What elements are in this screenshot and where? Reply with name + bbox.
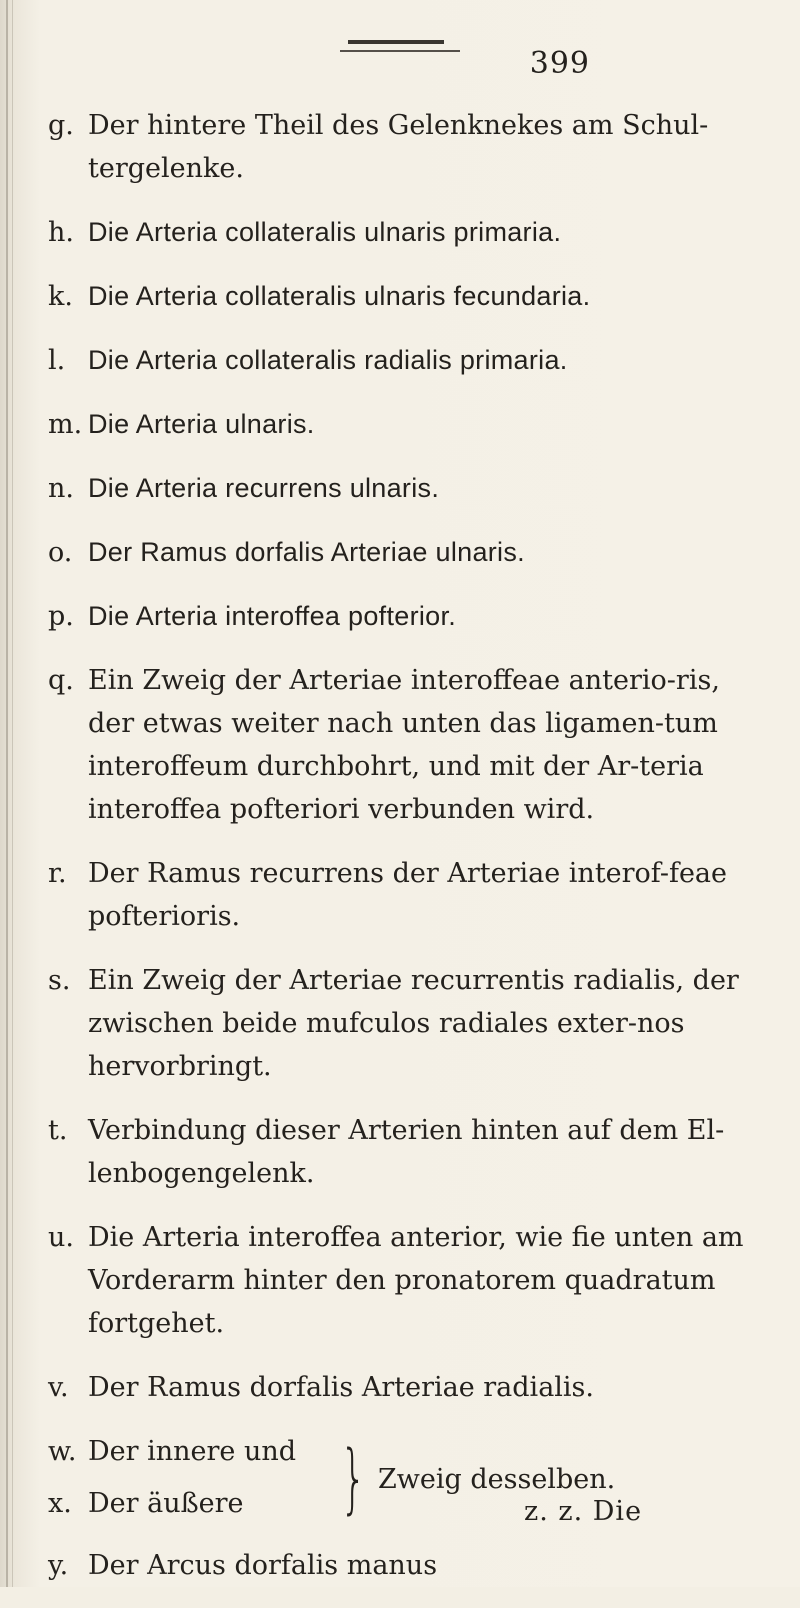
entry-letter: h.	[48, 217, 74, 248]
entry-letter: x.	[48, 1488, 72, 1519]
header-rule	[348, 40, 444, 44]
entry-text: Der äußere	[88, 1488, 244, 1519]
legend-entry-m	[48, 403, 748, 446]
entry-letter: g.	[48, 110, 74, 141]
catchword: z. z. Die	[524, 1496, 643, 1527]
entry-text: Der hintere Theil des Gelenknekes am Schul-tergelenke.	[88, 110, 709, 184]
entry-text: Die Arteria collateralis ulnaris primaria.	[88, 217, 562, 247]
page-number: 399	[529, 46, 590, 81]
legend-entry-q	[48, 659, 748, 831]
entry-text: Die Arteria interoffea anterior, wie fie unten am Vorderarm hinter den pronatorem quadratum fortgehet.	[88, 1222, 744, 1339]
binding-gutter	[6, 0, 8, 1587]
binding-gutter-inner	[12, 0, 13, 1587]
entry-text: Verbindung dieser Arterien hinten auf dem El-lenbogengelenk.	[88, 1115, 725, 1189]
curly-brace: }	[340, 1433, 367, 1522]
entry-text: Der Ramus recurrens der Arteriae interof-feae pofterioris.	[88, 858, 728, 932]
legend-list	[48, 104, 748, 1608]
entry-text: Die Arteria recurrens ulnaris.	[88, 473, 440, 503]
entry-letter: m.	[48, 409, 83, 440]
entry-text: Die Arteria ulnaris.	[88, 409, 315, 439]
legend-entry-l	[48, 339, 748, 382]
header-rule-thin	[340, 50, 460, 52]
legend-entry-v	[48, 1366, 748, 1409]
entry-text: Der Arcus dorfalis manus	[88, 1550, 438, 1581]
legend-entry-u	[48, 1216, 748, 1345]
entry-letter: o.	[48, 537, 73, 568]
entry-text: Der Ramus dorfalis Arteriae ulnaris.	[88, 537, 525, 567]
entry-letter: v.	[48, 1372, 69, 1403]
entry-text: Die Arteria collateralis ulnaris fecundaria.	[88, 281, 591, 311]
entry-letter: y.	[48, 1550, 69, 1581]
entry-letter: k.	[48, 281, 73, 312]
legend-entry-r	[48, 852, 748, 938]
entry-letter: p.	[48, 601, 74, 632]
entry-text: Der innere und	[88, 1436, 297, 1467]
legend-entry-g	[48, 104, 748, 190]
legend-entry-k	[48, 275, 748, 318]
legend-entry-t	[48, 1109, 748, 1195]
entry-letter: u.	[48, 1222, 74, 1253]
legend-entry-x	[48, 1482, 328, 1525]
entry-letter: n.	[48, 473, 74, 504]
legend-entry-h	[48, 211, 748, 254]
entry-text: Der Ramus dorfalis Arteriae radialis.	[88, 1372, 594, 1403]
entry-letter: q.	[48, 665, 74, 696]
entry-text: Ein Zweig der Arteriae recurrentis radialis, der zwischen beide mufculos radiales exter-nos hervorbringt.	[88, 965, 739, 1082]
entry-letter: w.	[48, 1436, 77, 1467]
legend-entry-p	[48, 595, 748, 638]
entry-letter: t.	[48, 1115, 68, 1146]
legend-entry-s	[48, 959, 748, 1088]
entry-text: Ein Zweig der Arteriae interoffeae anterio-ris, der etwas weiter nach unten das ligamen-tum interoffeum durchbohrt, und mit der Ar-teria interoffea pofteriori verbunden wird.	[88, 665, 720, 825]
legend-entry-o	[48, 531, 748, 574]
legend-entry-y	[48, 1544, 748, 1587]
brace-target-text: Zweig desselben.	[378, 1464, 616, 1495]
brace-group	[48, 1430, 748, 1534]
entry-text: Die Arteria collateralis radialis primaria.	[88, 345, 568, 375]
legend-entry-n	[48, 467, 748, 510]
legend-entry-w	[48, 1430, 328, 1473]
entry-letter: s.	[48, 965, 71, 996]
entry-text: Die Arteria interoffea pofterior.	[88, 601, 457, 631]
entry-letter: r.	[48, 858, 67, 889]
entry-letter: l.	[48, 345, 66, 376]
